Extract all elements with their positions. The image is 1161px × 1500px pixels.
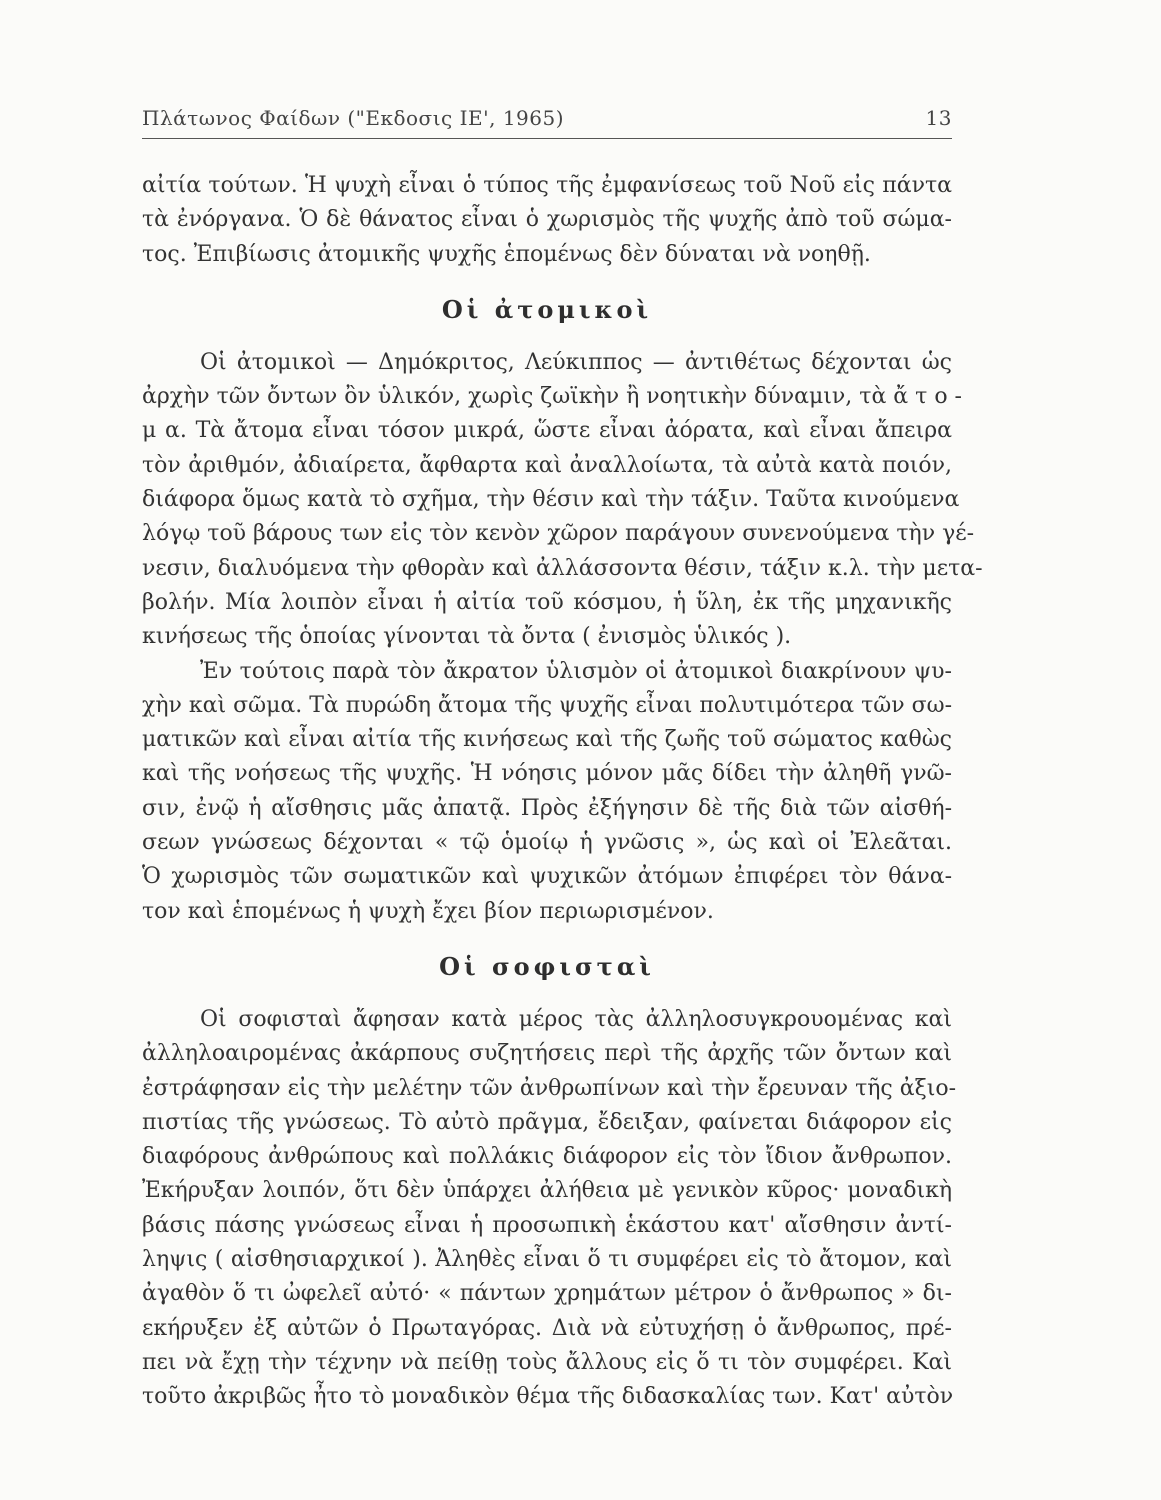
text-line: τὰ ἐνόργανα. Ὁ δὲ θάνατος εἶναι ὁ χωρισμὸς τῆς ψυχῆς ἀπὸ τοῦ σώμα- bbox=[142, 207, 952, 233]
text-line: διαφόρους ἀνθρώπους καὶ πολλάκις διάφορον εἰς τὸν ἴδιον ἄνθρωπον. bbox=[142, 1144, 952, 1170]
header-title: Πλάτωνος Φαίδων ("Εκδοσις ΙΕ', 1965) bbox=[142, 106, 565, 130]
text-line: βάσις πάσης γνώσεως εἶναι ἡ προσωπικὴ ἑκάστου κατ' αἴσθησιν ἀντί- bbox=[142, 1212, 952, 1238]
text-line: Ἐκήρυξαν λοιπόν, ὅτι δὲν ὑπάρχει ἀλήθεια μὲ γενικὸν κῦρος· μοναδικὴ bbox=[142, 1178, 952, 1204]
text-line: διάφορα ὅμως κατὰ τὸ σχῆμα, τὴν θέσιν καὶ τὴν τάξιν. Ταῦτα κινούμενα bbox=[142, 487, 960, 513]
running-header bbox=[142, 106, 952, 139]
text-line: μ α. Τὰ ἄτομα εἶναι τόσον μικρά, ὥστε εἶναι ἀόρατα, καὶ εἶναι ἄπειρα bbox=[142, 418, 952, 444]
text-line: ἀλληλοαιρομένας ἀκάρπους συζητήσεις περὶ τῆς ἀρχῆς τῶν ὄντων καὶ bbox=[142, 1041, 952, 1067]
text-line: ἀρχὴν τῶν ὄντων ὂν ὑλικόν, χωρὶς ζωϊκὴν ἢ νοητικὴν δύναμιν, τὰ ἄ τ ο - bbox=[142, 384, 962, 410]
text-line: τὸν ἀριθμόν, ἀδιαίρετα, ἄφθαρτα καὶ ἀναλλοίωτα, τὰ αὐτὰ κατὰ ποιόν, bbox=[142, 452, 952, 478]
text-line: εκήρυξεν ἐξ αὐτῶν ὁ Πρωταγόρας. Διὰ νὰ εὐτυχήσῃ ὁ ἄνθρωπος, πρέ- bbox=[142, 1315, 952, 1341]
text-line: νεσιν, διαλυόμενα τὴν φθορὰν καὶ ἀλλάσσοντα θέσιν, τάξιν κ.λ. τὴν μετα- bbox=[142, 555, 983, 581]
page-number: 13 bbox=[925, 106, 952, 130]
section-heading-atomists: Οἱ ἀτομικοὶ bbox=[441, 294, 653, 324]
text-line: βολήν. Μία λοιπὸν εἶναι ἡ αἰτία τοῦ κόσμου, ἡ ὕλη, ἐκ τῆς μηχανικῆς bbox=[142, 589, 952, 615]
text-line: αἰτία τούτων. Ἡ ψυχὴ εἶναι ὁ τύπος τῆς ἐμφανίσεως τοῦ Νοῦ εἰς πάντα bbox=[142, 173, 952, 198]
text-line: Οἱ σοφισταὶ ἄφησαν κατὰ μέρος τὰς ἀλληλοσυγκρουομένας καὶ bbox=[200, 1006, 952, 1032]
text-line: ἐστράφησαν εἰς τὴν μελέτην τῶν ἀνθρωπίνων καὶ τὴν ἔρευναν τῆς ἀξιο- bbox=[142, 1075, 957, 1101]
text-line: τοῦτο ἀκριβῶς ἦτο τὸ μοναδικὸν θέμα τῆς διδασκαλίας των. Κατ' αὐτὸν bbox=[142, 1384, 954, 1410]
text-line: λόγῳ τοῦ βάρους των εἰς τὸν κενὸν χῶρον παράγουν συνενούμενα τὴν γέ- bbox=[142, 521, 975, 547]
text-line: σεων γνώσεως δέχονται « τῷ ὁμοίῳ ἡ γνῶσις », ὡς καὶ οἱ Ἐλεᾶται. bbox=[142, 830, 952, 856]
text-line: πιστίας τῆς γνώσεως. Τὸ αὐτὸ πρᾶγμα, ἔδειξαν, φαίνεται διάφορον εἰς bbox=[142, 1109, 952, 1135]
body-text bbox=[142, 169, 983, 1415]
text-line: ἀγαθὸν ὅ τι ὠφελεῖ αὐτό· « πάντων χρημάτων μέτρον ὁ ἄνθρωπος » δι- bbox=[142, 1281, 952, 1307]
text-line: τον καὶ ἑπομένως ἡ ψυχὴ ἔχει βίον περιωρισμένον. bbox=[142, 898, 714, 924]
text-line: ληψις ( αἰσθησιαρχικοί ). Ἀληθὲς εἶναι ὅ τι συμφέρει εἰς τὸ ἄτομον, καὶ bbox=[142, 1247, 952, 1273]
text-line: κινήσεως τῆς ὁποίας γίνονται τὰ ὄντα ( ἐνισμὸς ὑλικός ). bbox=[142, 624, 792, 650]
text-line: χὴν καὶ σῶμα. Τὰ πυρώδη ἄτομα τῆς ψυχῆς εἶναι πολυτιμότερα τῶν σω- bbox=[142, 692, 952, 718]
text-line: Ἐν τούτοις παρὰ τὸν ἄκρατον ὑλισμὸν οἱ ἀτομικοὶ διακρίνουν ψυ- bbox=[200, 658, 952, 684]
section-heading-sophists: Οἱ σοφισταὶ bbox=[439, 951, 655, 981]
book-page bbox=[142, 106, 983, 1415]
text-line: τος. Ἐπιβίωσις ἀτομικῆς ψυχῆς ἑπομένως δὲν δύναται νὰ νοηθῇ. bbox=[142, 241, 871, 267]
text-line: Ὁ χωρισμὸς τῶν σωματικῶν καὶ ψυχικῶν ἀτόμων ἐπιφέρει τὸν θάνα- bbox=[142, 864, 952, 890]
text-line: πει νὰ ἔχῃ τὴν τέχνην νὰ πείθῃ τοὺς ἄλλους εἰς ὅ τι τὸν συμφέρει. Καὶ bbox=[142, 1349, 952, 1375]
text-line: Οἱ ἀτομικοὶ — Δημόκριτος, Λεύκιππος — ἀντιθέτως δέχονται ὡς bbox=[200, 349, 952, 375]
text-line: ματικῶν καὶ εἶναι αἰτία τῆς κινήσεως καὶ τῆς ζωῆς τοῦ σώματος καθὼς bbox=[142, 727, 952, 753]
text-line: σιν, ἐνῷ ἡ αἴσθησις μᾶς ἀπατᾷ. Πρὸς ἐξήγησιν δὲ τῆς διὰ τῶν αἰσθή- bbox=[142, 795, 952, 821]
text-line: καὶ τῆς νοήσεως τῆς ψυχῆς. Ἡ νόησις μόνον μᾶς δίδει τὴν ἀληθῆ γνῶ- bbox=[142, 761, 952, 787]
